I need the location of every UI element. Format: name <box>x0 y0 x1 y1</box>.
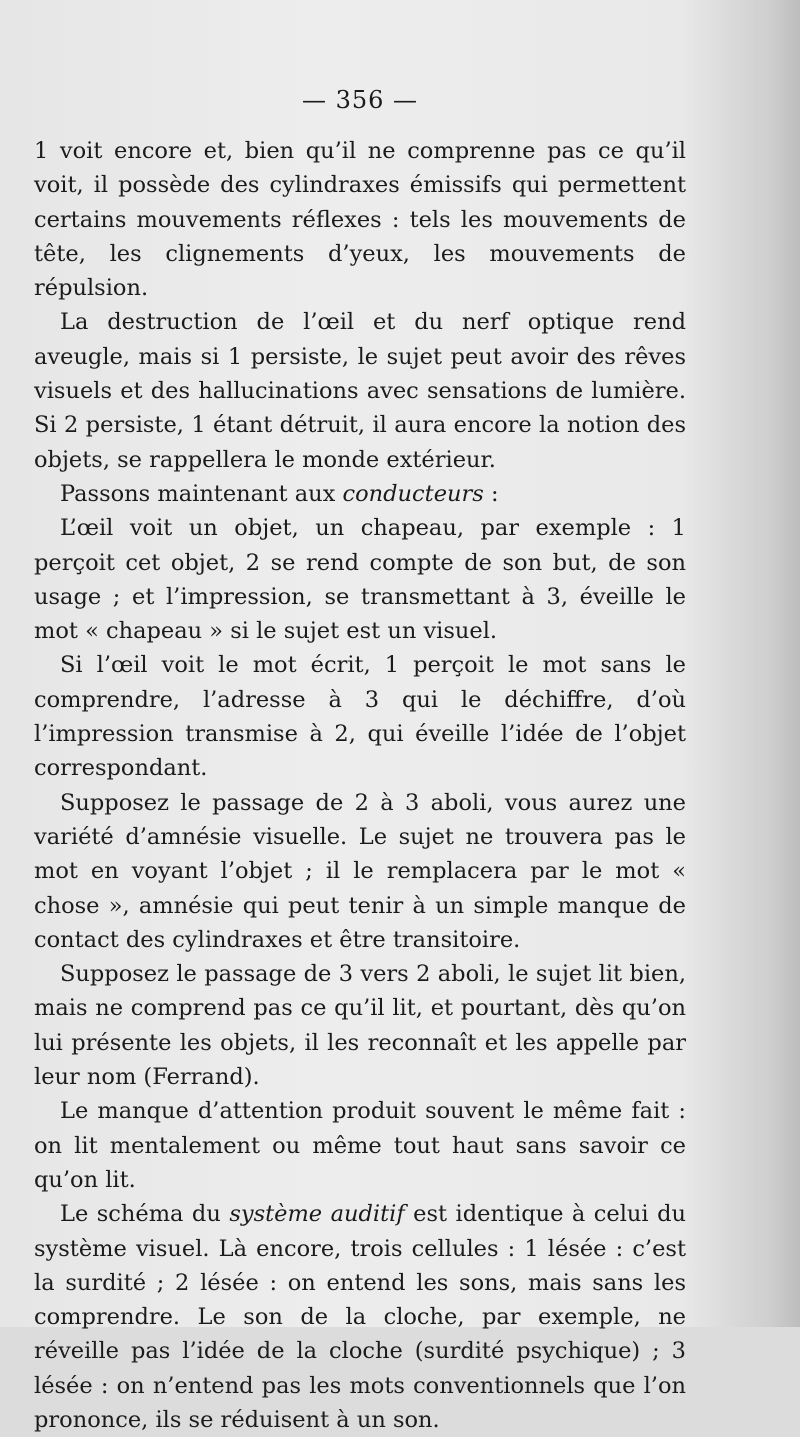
paragraph-text: Supposez le passage de 3 vers 2 aboli, le sujet lit bien, mais ne comprend pas ce qu’il lit, et pourtant, dès qu’on lui présente les objets, il les reconnaît et les appelle par leur nom (Ferrand). <box>34 961 686 1091</box>
paragraph <box>34 957 686 1094</box>
paragraph-text: Le manque d’attention produit souvent le même fait : on lit mentalement ou même tout haut sans savoir ce qu’on lit. <box>34 1098 686 1193</box>
paragraph <box>34 477 686 511</box>
paragraph-text: Supposez le passage de 2 à 3 aboli, vous aurez une variété d’amnésie visuelle. Le sujet ne trouvera pas le mot en voyant l’objet ; il le remplacera par le mot « chose », amnésie qui peut tenir à un simple manque de contact des cylindraxes et être transitoire. <box>34 789 686 953</box>
paragraph <box>34 134 686 305</box>
paragraph-text: 1 voit encore et, bien qu’il ne comprenne pas ce qu’il voit, il possède des cylindraxes émissifs qui permettent certains mouvements réflexes : tels les mouvements de tête, les clignements d’yeux, les mouvements de répulsion. <box>34 138 686 302</box>
paragraph-text: : <box>483 480 499 507</box>
paragraph-text: La destruction de l’œil et du nerf optique rend aveugle, mais si 1 persiste, le sujet peut avoir des rêves visuels et des hallucinations avec sensations de lumière. Si 2 persiste, 1 étant détruit, il aura encore la notion des objets, se rappellera le monde extérieur. <box>34 309 686 473</box>
paragraph <box>34 648 686 785</box>
paragraph <box>34 1197 686 1437</box>
paragraph-text: Passons maintenant aux <box>60 480 343 507</box>
paragraph <box>34 511 686 648</box>
paragraph <box>34 305 686 476</box>
paragraph-text: est identique à celui du système visuel. Là encore, trois cellules : 1 lésée : c’est la surdité ; 2 lésée : on entend les sons, mais sans les comprendre. Le son de la cloche, par exemple, ne réveille pas l’idée de la cloche (surdité psychique) ; 3 lésée : on n’entend pas les mots conventionnels que l’on prononce, ils se réduisent à un son. <box>34 1201 686 1433</box>
page-number: — 356 — <box>301 86 419 114</box>
paragraph <box>34 1094 686 1197</box>
italic-text: système auditif <box>229 1201 405 1228</box>
paragraph-text: Le schéma du <box>60 1201 230 1228</box>
paragraph <box>34 786 686 957</box>
italic-text: conducteurs <box>342 480 484 507</box>
paragraph-text: Si l’œil voit le mot écrit, 1 perçoit le mot sans le comprendre, l’adresse à 3 qui le déchiffre, d’où l’impression transmise à 2, qui éveille l’idée de l’objet correspondant. <box>34 652 686 782</box>
paragraph-text: L’œil voit un objet, un chapeau, par exemple : 1 perçoit cet objet, 2 se rend compte de son but, de son usage ; et l’impression, se transmettant à 3, éveille le mot « chapeau » si le sujet est un visuel. <box>34 515 686 645</box>
body-text <box>34 134 686 1437</box>
